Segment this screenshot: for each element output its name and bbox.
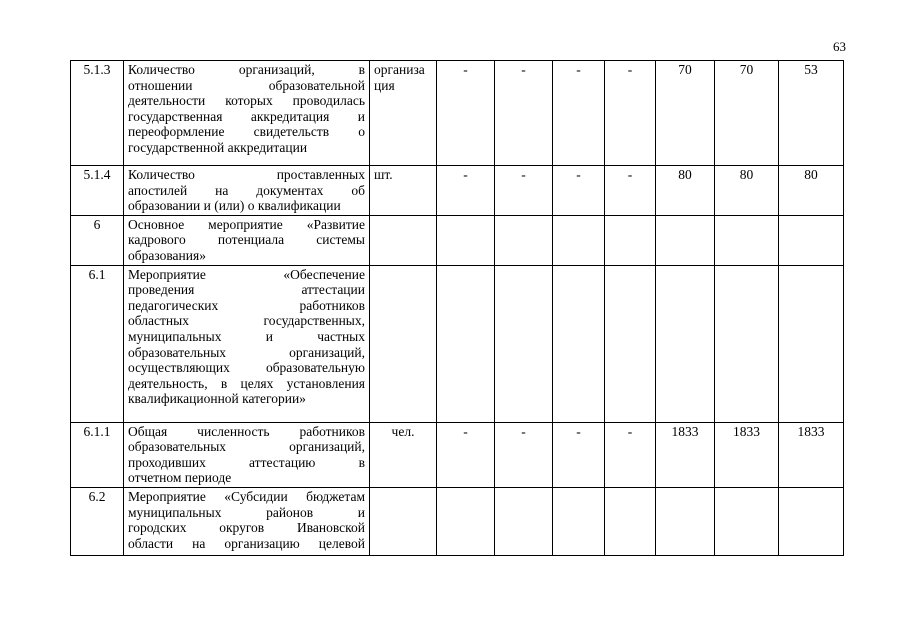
row-value bbox=[437, 265, 495, 422]
row-name bbox=[124, 61, 370, 166]
row-number: 6.1 bbox=[71, 265, 124, 422]
row-value: - bbox=[437, 166, 495, 216]
row-value: 70 bbox=[715, 61, 779, 166]
row-value: 1833 bbox=[779, 422, 844, 487]
row-unit bbox=[370, 487, 437, 555]
row-value bbox=[495, 215, 553, 265]
row-value: - bbox=[553, 422, 605, 487]
row-value: - bbox=[553, 166, 605, 216]
row-name-line: деятельности которых проводилась bbox=[128, 93, 365, 109]
row-value: - bbox=[495, 422, 553, 487]
row-value bbox=[437, 487, 495, 555]
row-unit bbox=[370, 265, 437, 422]
row-value bbox=[715, 215, 779, 265]
row-value bbox=[553, 265, 605, 422]
row-value: 70 bbox=[656, 61, 715, 166]
row-name-line: образовательных организаций, bbox=[128, 344, 365, 360]
row-name-line: апостилей на документах об bbox=[128, 182, 365, 198]
row-name-line: муниципальных и частных bbox=[128, 328, 365, 344]
row-name-line: Основное мероприятие «Развитие bbox=[128, 216, 365, 232]
row-value: - bbox=[495, 61, 553, 166]
row-value bbox=[605, 265, 656, 422]
row-value bbox=[656, 215, 715, 265]
row-name-line: Количество организаций, в bbox=[128, 62, 365, 77]
row-number: 6 bbox=[71, 215, 124, 265]
row-value: 80 bbox=[656, 166, 715, 216]
row-name-line: образовании и (или) о квалификации bbox=[128, 198, 341, 214]
row-value: - bbox=[553, 61, 605, 166]
row-name-line: области на организацию целевой bbox=[128, 535, 365, 551]
row-value: - bbox=[605, 422, 656, 487]
row-unit bbox=[370, 215, 437, 265]
row-value bbox=[553, 215, 605, 265]
row-unit bbox=[370, 166, 437, 216]
row-unit-line: организа bbox=[374, 62, 425, 77]
row-name-line: Количество проставленных bbox=[128, 167, 365, 182]
row-value: 53 bbox=[779, 61, 844, 166]
row-value: 80 bbox=[779, 166, 844, 216]
row-name-line: Общая численность работников bbox=[128, 423, 365, 439]
row-value bbox=[605, 215, 656, 265]
row-name-line: квалификационной категории» bbox=[128, 391, 306, 407]
row-name bbox=[124, 265, 370, 422]
row-name-line: государственной аккредитации bbox=[128, 139, 308, 155]
row-value: - bbox=[605, 166, 656, 216]
indicator-table bbox=[70, 60, 844, 556]
row-value: 1833 bbox=[656, 422, 715, 487]
table-row bbox=[71, 265, 844, 422]
row-name bbox=[124, 166, 370, 216]
row-value bbox=[656, 265, 715, 422]
row-number: 6.2 bbox=[71, 487, 124, 555]
row-value bbox=[495, 265, 553, 422]
row-value: 80 bbox=[715, 166, 779, 216]
row-name-line: образовательных организаций, bbox=[128, 439, 365, 455]
row-value bbox=[715, 265, 779, 422]
row-value bbox=[656, 487, 715, 555]
row-unit bbox=[370, 422, 437, 487]
row-number: 6.1.1 bbox=[71, 422, 124, 487]
row-value bbox=[495, 487, 553, 555]
row-value: - bbox=[437, 422, 495, 487]
row-name-line: отчетном периоде bbox=[128, 470, 232, 486]
row-value bbox=[715, 487, 779, 555]
row-name-line: областных государственных, bbox=[128, 313, 365, 329]
row-unit-line: чел. bbox=[391, 423, 415, 439]
row-name-line: проведения аттестации bbox=[128, 282, 365, 298]
row-value bbox=[605, 487, 656, 555]
table-row bbox=[71, 487, 844, 555]
row-value bbox=[553, 487, 605, 555]
table-row bbox=[71, 166, 844, 216]
row-name-line: деятельность, в целях установления bbox=[128, 375, 365, 391]
row-name-line: Мероприятие «Субсидии бюджетам bbox=[128, 488, 365, 504]
row-name-line: отношении образовательной bbox=[128, 77, 365, 93]
row-name bbox=[124, 422, 370, 487]
row-value bbox=[437, 215, 495, 265]
row-name-line: муниципальных районов и bbox=[128, 504, 365, 520]
row-value bbox=[779, 215, 844, 265]
table-row bbox=[71, 215, 844, 265]
row-name-line: Мероприятие «Обеспечение bbox=[128, 266, 365, 282]
row-name bbox=[124, 487, 370, 555]
row-number: 5.1.4 bbox=[71, 166, 124, 216]
row-name-line: образования» bbox=[128, 247, 206, 263]
row-value: - bbox=[495, 166, 553, 216]
page-number: 63 bbox=[833, 39, 846, 54]
row-unit bbox=[370, 61, 437, 166]
row-unit-line: шт. bbox=[374, 167, 393, 182]
row-value: 1833 bbox=[715, 422, 779, 487]
row-number: 5.1.3 bbox=[71, 61, 124, 166]
row-value bbox=[779, 265, 844, 422]
row-name bbox=[124, 215, 370, 265]
row-unit-line: ция bbox=[374, 77, 395, 93]
row-name-line: проходивших аттестацию в bbox=[128, 454, 365, 470]
row-name-line: осуществляющих образовательную bbox=[128, 360, 365, 376]
row-value: - bbox=[605, 61, 656, 166]
row-name-line: кадрового потенциала системы bbox=[128, 232, 365, 248]
table-row bbox=[71, 61, 844, 166]
row-name-line: педагогических работников bbox=[128, 297, 365, 313]
row-name-line: городских округов Ивановской bbox=[128, 520, 365, 536]
row-value: - bbox=[437, 61, 495, 166]
row-value bbox=[779, 487, 844, 555]
row-name-line: переоформление свидетельств о bbox=[128, 124, 365, 140]
table-row bbox=[71, 422, 844, 487]
row-name-line: государственная аккредитация и bbox=[128, 108, 365, 124]
